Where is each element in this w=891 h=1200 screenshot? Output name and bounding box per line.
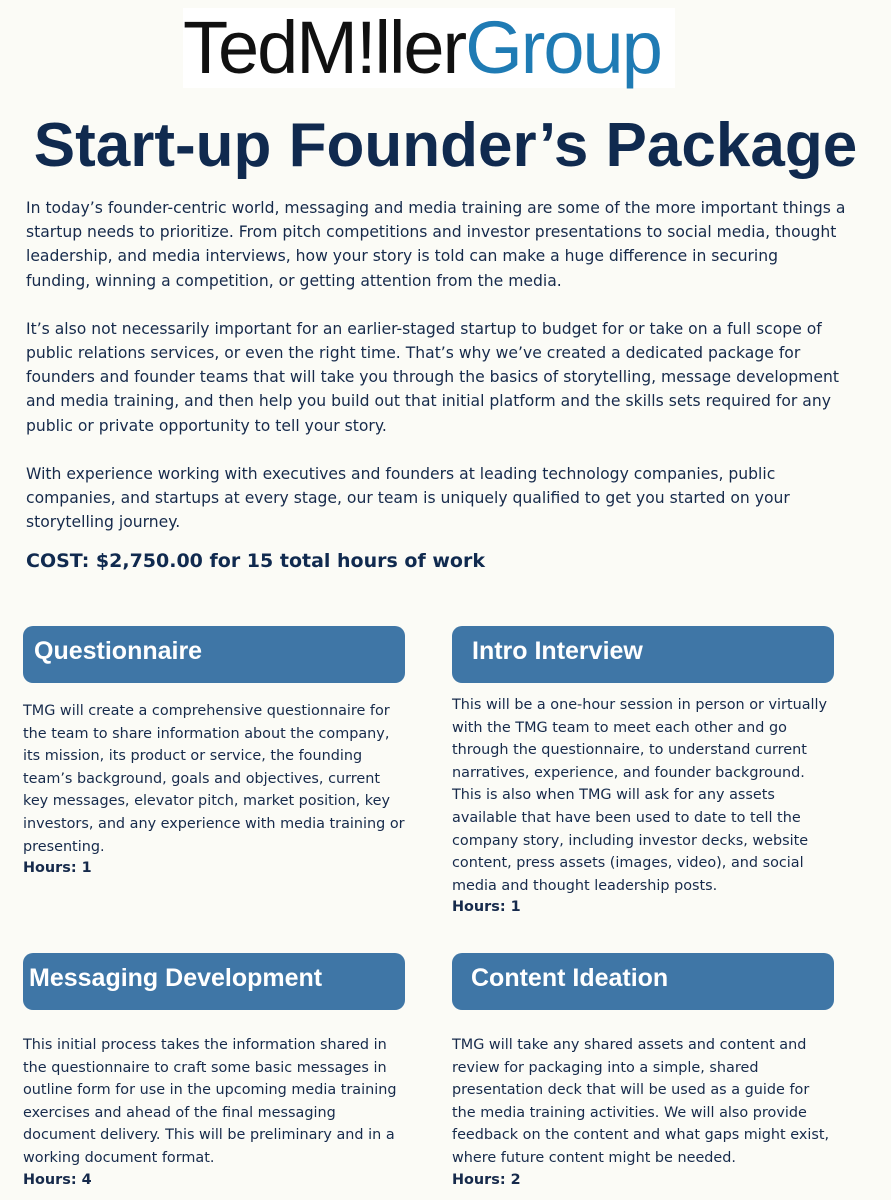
card-heading-questionnaire: Questionnaire	[23, 626, 405, 683]
card-description: TMG will create a comprehensive questionnaire for the team to share information about the company, its mission, its product or service, the founding team’s background, goals and objectives, current key messages, elevator pitch, market position, key investors, and any experience with media training or presenting.	[23, 703, 405, 855]
intro-paragraph: It’s also not necessarily important for an earlier-staged startup to budget for or take on a full scope of public relations services, or even the right time. That’s why we’ve created a dedicated package for founders and founder teams that will take you through the basics of storytelling, message development and media training, and then help you build out that initial platform and the skills sets required for any public or private opportunity to tell your story.	[26, 319, 839, 435]
intro-section	[26, 196, 846, 558]
company-logo-wordmark: TedM!llerGroup	[183, 6, 661, 89]
intro-paragraph: In today’s founder-centric world, messaging and media training are some of the more important things a startup needs to prioritize. From pitch competitions and investor presentations to social media, thought leadership, and media interviews, how your story is told can make a huge difference in securing funding, winning a competition, or getting attention from the media.	[26, 199, 846, 290]
card-description: TMG will take any shared assets and content and review for packaging into a simple, shared presentation deck that will be used as a guide for the media training activities. We will also provide feedback on the content and what gaps might exist, where future content might be needed.	[452, 1037, 830, 1166]
card-body-intro-interview	[452, 694, 836, 917]
card-heading-messaging-development: Messaging Development	[23, 953, 405, 1010]
logo	[183, 8, 675, 88]
card-body-content-ideation	[452, 1034, 836, 1190]
card-body-questionnaire	[23, 700, 407, 878]
card-description: This initial process takes the information shared in the questionnaire to craft some basic messages in outline form for use in the upcoming media training exercises and ahead of the final messaging document delivery. This will be preliminary and in a working document format.	[23, 1037, 397, 1166]
page-title: Start-up Founder’s Package	[33, 111, 858, 180]
card-heading-intro-interview: Intro Interview	[452, 626, 834, 683]
cost-line: COST: $2,750.00 for 15 total hours of work	[26, 550, 485, 572]
intro-paragraph: With experience working with executives and founders at leading technology companies, public companies, and startups at every stage, our team is uniquely qualified to get you started on your storytelling journey.	[26, 464, 790, 532]
card-hours: Hours: 2	[452, 1171, 521, 1188]
card-description: This will be a one-hour session in person or virtually with the TMG team to meet each other and go through the questionnaire, to understand current narratives, experience, and founder background. This is also when TMG will ask for any assets available that have been used to date to tell the company story, including investor decks, website content, press assets (images, video), and social media and thought leadership posts.	[452, 697, 828, 894]
card-heading-content-ideation: Content Ideation	[452, 953, 834, 1010]
card-hours: Hours: 4	[23, 1171, 92, 1188]
card-hours: Hours: 1	[452, 899, 521, 916]
card-hours: Hours: 1	[23, 860, 92, 877]
card-body-messaging-development	[23, 1034, 407, 1190]
